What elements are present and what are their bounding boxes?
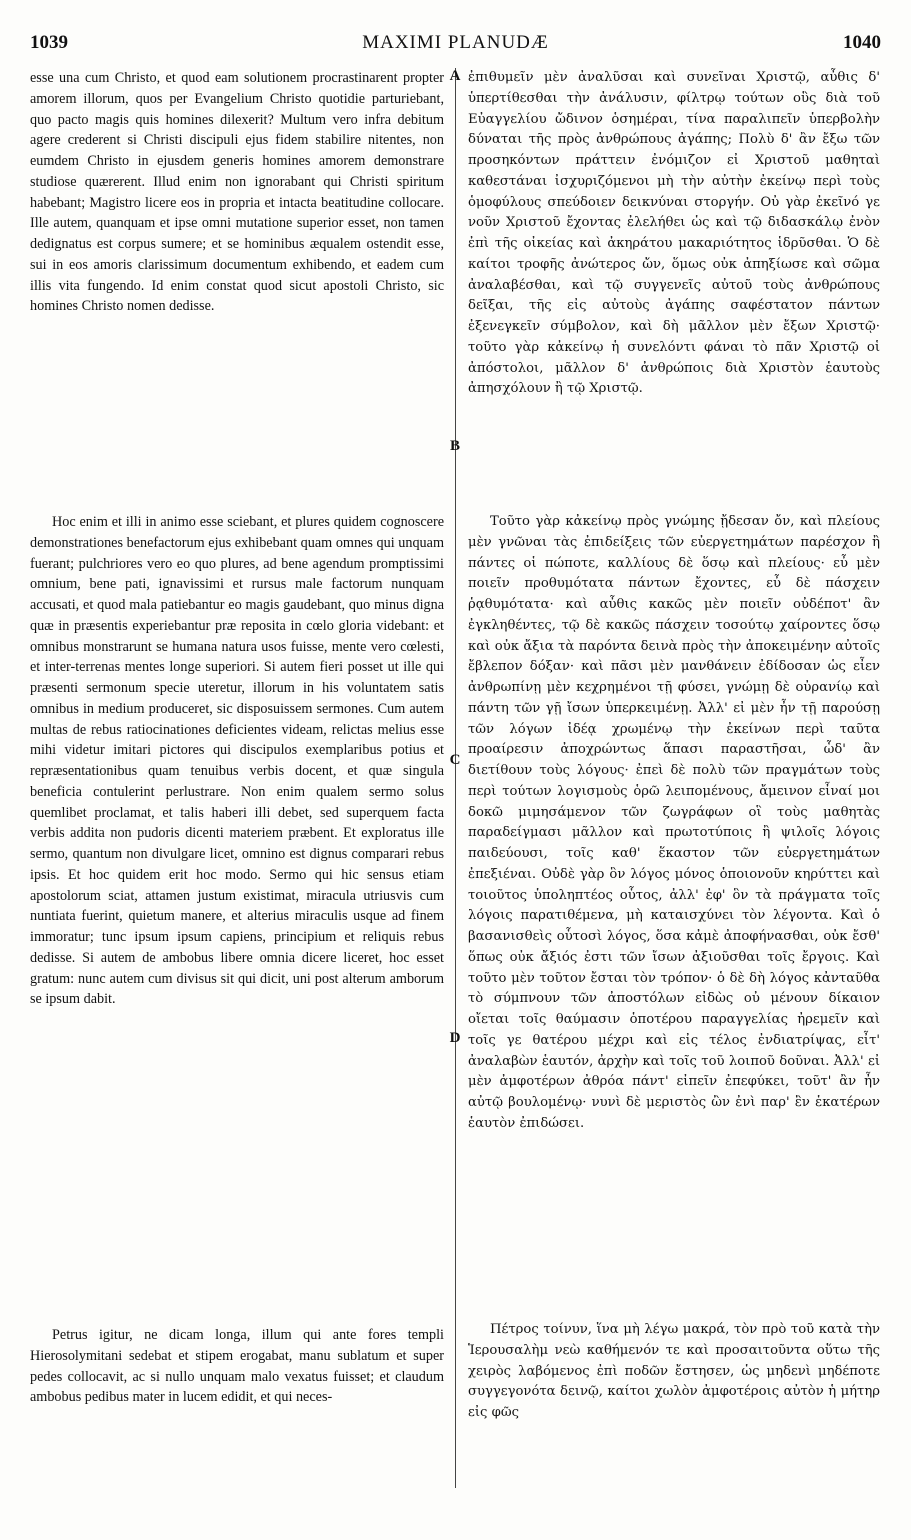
- column-divider: [455, 68, 456, 1488]
- running-header: [30, 30, 881, 56]
- latin-column-block-3: [30, 1325, 444, 1505]
- greek-paragraph-2: Τοῦτο γὰρ κἀκείνῳ πρὸς γνώμης ᾔδεσαν ὄν, καὶ πλείους μὲν γνῶναι τὰς ἐπιδείξεις τῶν εὐεργετημάτων παρέσχον ἢ πάντες οἱ πώποτε, καλλίους δὲ ὅσῳ καὶ πλείους· εὖ μὲν ποιεῖν προθυμότατα πάντων ἔχοντες, εὖ δὲ πάσχειν ῥᾳθυμότατα· καὶ αὖθις κακῶς μὲν ποιεῖν οὐδέποτ' ἂν ἐγκληθέντες, τῷ δὲ κακῶς πάσχειν τοσούτῳ χαίροντες ὅσῳ καὶ οὐκ ἄξια τὰ παρόντα δεινὰ πρὸς τὴν ἀποκειμένην αὐτοῖς ἔβλεπον δόξαν· καὶ πᾶσι μὲν μανθάνειν ἐδίδοσαν ὡς εἶεν ἀνθρωπίνῃ μὲν κεχρημένοι τῇ φύσει, γνώμῃ δὲ οὐρανίῳ καὶ πάντη τῶν γῇ ἴσων ὑπερκειμένῃ. Ἀλλ' εἰ μὲν ἦν τῇ παρούσῃ τῶν λόγων ἰδέᾳ χρωμένῳ τὴν ἐκείνων περὶ ταῦτα προαίρεσιν ἀποχρώντως ἅπασι παραστῆσαι, ὧδ' ἂν διετίθουν τοὺς λόγους· ἐπεὶ δὲ πολὺ τῶν πραγμάτων τοὺς περὶ τούτων λογισμοὺς ὁρῶ λειπομένους, ἄμεινον εἶναί μοι δοκῶ μιμησάμενον τῶν ζωγράφων οἳ τοὺς μαθητὰς παραδείγμασι μᾶλλον καὶ πρωτοτύποις ἢ ψιλοῖς λόγοις παιδεύουσι, τοῖς καθ' ἕκαστον τῶν εὐεργετημάτων ἐπεξιέναι. Οὐδὲ γὰρ ὃν λόγος μόνος ὁποιονοῦν κηρύττει καὶ τοιοῦτος ὑποληπτέος οὗτος, ἀλλ' ἐφ' ὃν τὰ πράγματα τοῖς λόγοις παρατιθέμενα, μὴ καταισχύνει τὸν λέγοντα. Καὶ ὁ βασανισθεὶς οὗτοσὶ λόγος, ὅσα κἀμὲ ἀποφήνασθαι, οὐκ ἔσθ' ὅπως οὐκ ἄξιός ἐστι τῶν ἴσων ἀξιοῦσθαι τοῖς ἔργοις. Καὶ τοῦτο μὲν τοῦτον ἔσται τὸν τρόπον· ὁ δὲ δὴ λόγος κἀνταῦθα τὸ σύμπνουν τῶν ἀποστόλων εἰδὼς οὐ μένουν δίκαιον οἴεται τοῖς θαύμασιν ὁποτέρου παραγγελίας ἠρεμεῖν καὶ τοῖς γε θατέρου μέχρι καὶ εἰς τέλος ἐνδιατρίψας, εἶτ' ἀναλαβὼν ἑαυτόν, ἀρχὴν καὶ τοῖς τοῦ λοιποῦ δοῦναι. Ἀλλ' εἰ μὲν ἀμφοτέρων ἀθρόα πάντ' εἰπεῖν ἐπεφύκει, τοῦτ' ἂν ἦν αὐτῷ βουλομένῳ· νυνὶ δὲ μεριστὸς ὢν ἐνὶ παρ' ἓν ἑκατέρων ἑαυτὸν ἐπιδώσει.: [468, 514, 880, 1131]
- greek-paragraph-1: ἐπιθυμεῖν μὲν ἀναλῦσαι καὶ συνεῖναι Χριστῷ, αὖθις δ' ὑπερτίθεσθαι τὴν ἀνάλυσιν, φίλτρῳ τούτων οὓς διὰ τοῦ Εὐαγγελίου ὤδινον ὁσημέραι, τίνα παραλιπεῖν ὑπερβολὴν δύναται τῆς πρὸς ἀνθρώπους ἀγάπης; Πολὺ δ' ἂν ἔξω τῶν προσηκόντων πράττειν ἐνόμιζον εἰ Χριστοῦ μαθηταὶ καθεστάναι ἰσχυριζόμενοι μὴ τὴν αὐτὴν ἐκείνῳ περὶ τοὺς ὁμοφύλους σπεύδοιεν δεικνύναι στοργήν. Οὐ γὰρ ἐκεῖνό γε νοῦν Χριστοῦ ἔχοντας ἐλελήθει ὡς καὶ τῷ διδασκάλῳ ἐνὸν ἐπὶ τῆς οἰκείας καὶ ἀκηράτου μακαριότητος ἱδρῦσθαι. Ὁ δὲ καίτοι τροφῆς ἀνώτερος ὤν, ὅμως οὐκ ἀπηξίωσε καὶ σῶμα ἀναλαβέσθαι, καὶ τῷ συγγενεῖς αὐτοῦ τοὺς ἀνθρώπους δεῖξαι, τῆς εἰς αὐτοὺς ἀγάπης σαφέστατον πάντων ἐξενεγκεῖν σύμβολον, καὶ δὴ μᾶλλον μὲν ἔξων Χριστῷ· τοῦτο γὰρ κἀκείνῳ ἡ συνελόντι φάναι τὸ πᾶν Χριστῷ οἱ ἀπόστολοι, μᾶλλον δ' ἀνθρώποις διὰ Χριστὸν ἑαυτοὺς ἀπησχόλουν ἢ τῷ Χριστῷ.: [468, 70, 880, 397]
- right-page-number: 1040: [843, 32, 881, 53]
- latin-column-block-2: [30, 512, 444, 1282]
- greek-column-block-2: [468, 512, 880, 1312]
- section-marker-b: B: [449, 438, 460, 454]
- latin-paragraph-3: Petrus igitur, ne dicam longa, illum qui ante fores templi Hierosolymitani sedebat et stipem erogabat, manu sublatum et super pedes collocavit, ac si nullo unquam malo vexatus fuisset; et claudum ambobus pedibus mater in lucem edidit, et qui neces-: [30, 1327, 444, 1406]
- section-marker-d: D: [449, 1030, 461, 1046]
- greek-paragraph-3: Πέτρος τοίνυν, ἵνα μὴ λέγω μακρά, τὸν πρὸ τοῦ κατὰ τὴν Ἱερουσαλὴμ νεὼ καθήμενόν τε καὶ προσαιτοῦντα οὕτω τῆς χειρὸς λαβόμενος ἐπὶ ποδῶν ἔστησεν, ὡς μηδενὶ μηδέποτε συγγεγονότα δεινῷ, καίτοι χωλὸν ἀμφοτέροις αὐτὸν ἡ μήτηρ εἰς φῶς: [468, 1322, 880, 1420]
- section-marker-a: A: [449, 68, 461, 84]
- greek-column-block-1: [468, 68, 880, 488]
- latin-column-block-1: [30, 68, 444, 463]
- running-title: MAXIMI PLANUDÆ: [362, 32, 549, 53]
- latin-paragraph-2: Hoc enim et illi in animo esse sciebant, et plures quidem cognoscere demonstrationes benefactorum ejus exhibebant quam omnes qui unquam fuerant; pulchriores vero eo quo plures, ad bene agendum promptissimi omnium, bene pati, ignavissimi et rursus male factorum nunquam accusati, et quod mala patiebantur eo magis gaudebant, quo minus digna quæ in præsentis experiebantur præ reposita in cœlo gloria videbant: et omnibus monstrarunt se humana natura usos fuisse, mente vero cœlesti, et inter-terrenas mentes longe superiori. Si autem fieri posset ut ille qui præsenti sermonum specie uteretur, illorum in his voluntatem satis omnibus in medium produceret, sic disposuissem sermones. Cum autem multas de rebus ratiocinationes deficientes videam, relictas melius esse mihi videtur imitari pictores qui discipulos exemplaribus potius et repræsentationibus quam tenuibus verbis docent, et quæ singula beneficia contulerint perlustrare. Non enim qualem sermo solus quemlibet proclamat, et talis haberi illi debet, sed superquem facta verbis addita non pudoris dicenti materiem præbent. Et exploratus ille sermo, quantum non divulgare licet, omnino est dignus comparari rebus ipsis. Et hoc quidem erit hoc modo. Sermo qui hic sensus etiam apostolorum sciat, attamen justum existimat, miracula utriusvis cum nuntiata fuerint, quietum manere, et alterius miraculis usque ad finem immoratur; tunc ipsum ipsum capiens, principium et reliquis rebus dedisse. Si autem de ambobus libere omnia dicere liceret, hoc esset gratum: nunc autem cum divisus sit qui dicit, uni post alterum amborum se ipsum dabit.: [30, 514, 444, 1008]
- section-marker-c: C: [449, 752, 461, 768]
- greek-column-block-3: [468, 1320, 880, 1506]
- left-page-number: 1039: [30, 32, 68, 53]
- latin-paragraph-1: esse una cum Christo, et quod eam solutionem procrastinarent propter amorem illorum, quos per Evangelium Christo quotidie parturiebant, quo pacto magis quis homines dilexerit? Multum vero infra debitum agere crederent si Christi discipuli ejus fidem stabilire nitentes, non eumdem Christo in ejusdem generis homines amorem demonstrare studiose quærerent. Illud enim non ignorabant qui Christi spiritum habebant; Magistro licere eos in propria et intacta beatitudine collocare. Ille autem, quanquam et ipse omni mutatione superior esset, non tamen dedignatus est corpus sumere; et se hominibus æqualem ostendit esse, sui in eos amoris clarissimum documentum exhibendo, et eadem cum illis vita fungendo. Id enim constat quod sicut apostoli Christo, sic homines Christo nomen dedisse.: [30, 70, 444, 315]
